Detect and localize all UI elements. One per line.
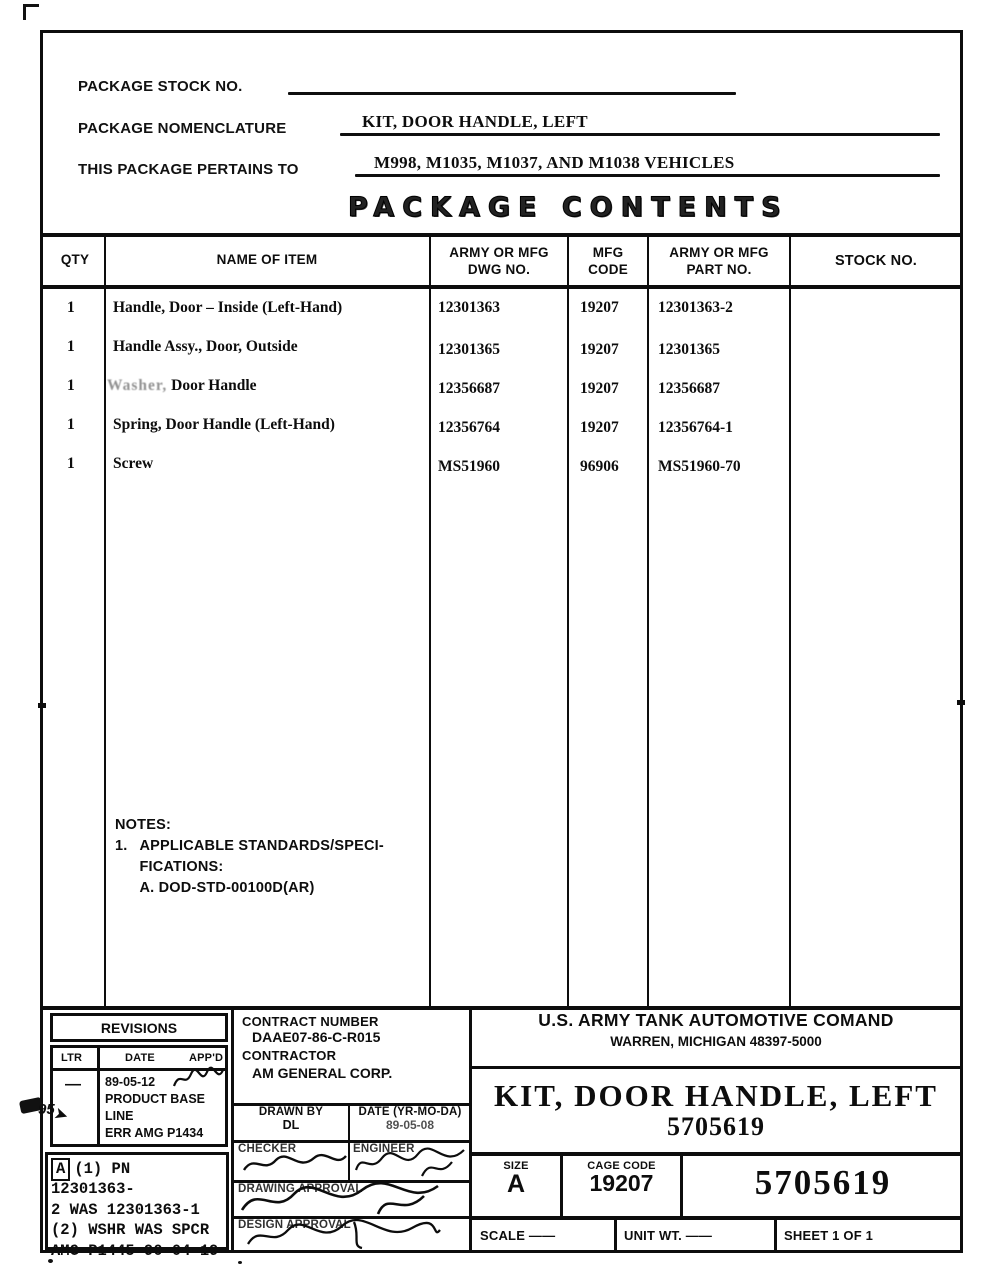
cell-part: 12356687 [658,380,720,397]
revisions-ltr-header: LTR [61,1052,83,1064]
cage-code-cell [563,1160,680,1195]
engineer-label: ENGINEER [353,1143,415,1155]
notes-block [115,815,415,899]
scan-speck [238,1261,242,1264]
cell-part: 12356764-1 [658,419,733,436]
table-top-rule [40,233,963,237]
col-line-part [789,237,791,1008]
drawing-title: KIT, DOOR HANDLE, LEFT [494,1078,938,1113]
date-cell [351,1106,469,1132]
cell-dwg: 12301363 [438,299,500,316]
revision-entry-date: 89-05-12 [105,1075,156,1089]
header-mfg-line2: CODE [588,261,628,277]
scale-divider [614,1216,617,1253]
cell-qty: 1 [67,338,75,355]
drawing-title-number: 5705619 [667,1112,765,1141]
revision-a-line3: (2) WSHR WAS SPCR [51,1221,210,1240]
cell-qty: 1 [67,416,75,433]
checker-label: CHECKER [238,1143,297,1155]
notes-item1-text [140,836,384,899]
header-name-of-item: NAME OF ITEM [216,252,318,267]
cell-name: Handle, Door – Inside (Left-Hand) [113,299,343,316]
cell-part: 12301365 [658,341,720,358]
package-nomenclature-line [340,133,940,136]
header-qty: QTY [60,252,90,267]
cell-name: Spring, Door Handle (Left-Hand) [113,416,335,433]
notes-item1-sub: A. DOD-STD-00100D(AR) [139,880,315,897]
revision-entry-line3: ERR AMG P1434 [105,1125,204,1140]
package-nomenclature-label: PACKAGE NOMENCLATURE [78,120,287,137]
corner-mark [23,4,26,20]
revisions-grid [50,1045,228,1147]
cell-part: MS51960-70 [658,458,741,475]
col-line-name [429,237,431,1008]
revision-a-line4: AMG P1445 90-04-19 [51,1241,219,1260]
cell-qty: 1 [67,299,75,316]
revisions-title: REVISIONS [100,1020,178,1036]
revision-a-text1: (1) PN 12301363- [51,1160,135,1199]
drawing-approval-label: DRAWING APPROVAL [238,1183,363,1195]
header-dwg-line1: ARMY OR MFG [449,245,549,260]
notes-item1 [115,836,415,899]
package-stock-no-blank [288,92,736,95]
checker-divider [348,1140,350,1180]
contract-number-label: CONTRACT NUMBER [242,1014,379,1029]
revisions-header-rule [53,1068,225,1071]
cell-name-faint-part: Washer, [107,377,168,394]
contractor-label: CONTRACTOR [242,1048,337,1063]
revision-entry-line1: PRODUCT BASE [105,1091,206,1106]
cell-mfg: 19207 [580,419,619,436]
col-line-dwg [567,237,569,1008]
drawn-by-label: DRAWN BY [258,1106,324,1118]
table-header-rule [40,285,963,289]
revision-a-line1 [51,1159,223,1200]
pertains-to-value: M998, M1035, M1037, AND M1038 VEHICLES [374,153,735,172]
package-contents-title: PACKAGE CONTENTS [348,192,789,223]
header-dwg-no [431,245,567,279]
unitwt-divider [774,1216,777,1253]
header-dwg-line2: DWG NO. [467,261,531,277]
cell-mfg: 19207 [580,299,619,316]
cell-mfg: 19207 [580,380,619,397]
drawn-by-value: DL [282,1118,300,1132]
drawing-number-cell: 5705619 [754,1163,892,1202]
cell-qty: 1 [67,455,75,472]
pertains-to-line [355,174,940,177]
header-mfg-line1: MFG [592,245,624,260]
cell-dwg: 12301365 [438,341,500,358]
col-line-mfg [647,237,649,1008]
drawn-by-cell [234,1106,348,1132]
header-mfg-code [569,245,647,279]
size-row-bottom-rule [472,1216,963,1220]
notes-item1-line2: FICATIONS: [139,859,224,876]
size-cell [472,1160,560,1197]
cell-name: Screw [113,455,154,472]
cell-dwg: 12356764 [438,419,500,436]
cage-code-value: 19207 [589,1170,654,1196]
scale-label: SCALE —— [480,1228,556,1243]
revision-a-ltr: A [51,1158,70,1181]
notes-item1-line1: APPLICABLE STANDARDS/SPECI- [139,838,384,855]
date-value: 89-05-08 [385,1118,435,1132]
cell-dwg: 12356687 [438,380,500,397]
cell-part: 12301363-2 [658,299,733,316]
agency-name: U.S. ARMY TANK AUTOMOTIVE COMAND [538,1010,894,1030]
revision-entry-line2: LINE [105,1108,134,1123]
cell-mfg: 96906 [580,458,619,475]
drawnby-divider [348,1103,350,1140]
cell-mfg: 19207 [580,341,619,358]
package-stock-no-label: PACKAGE STOCK NO. [78,78,243,95]
revisions-appd-header: APP'D [189,1052,224,1064]
cell-name-rest-part: Door Handle [171,377,257,394]
size-label: SIZE [503,1160,529,1172]
revision-a-note-box [45,1152,229,1260]
notes-title: NOTES: [115,817,171,833]
contract-number-value: DAAE07-86-C-R015 [252,1029,381,1045]
package-nomenclature-value: KIT, DOOR HANDLE, LEFT [362,112,588,131]
pertains-to-label: THIS PACKAGE PERTAINS TO [78,161,299,178]
agency-address: WARREN, MICHIGAN 48397-5000 [610,1034,822,1049]
revision-entry-text [105,1074,205,1142]
sheet-label: SHEET 1 OF 1 [784,1228,874,1243]
design-approval-label: DESIGN APPROVAL [238,1219,351,1231]
cage-code-label: CAGE CODE [587,1160,656,1172]
unit-wt-label: UNIT WT. —— [624,1228,713,1243]
size-value: A [506,1170,526,1198]
title-box-bottom-rule [472,1152,963,1156]
revision-entry-ltr: — [65,1076,81,1093]
drawing-title-box [472,1078,960,1142]
cell-qty: 1 [67,377,75,394]
agency-header-rule [472,1066,963,1069]
revisions-ltr-col-line [97,1048,100,1144]
right-border-tick [957,700,965,705]
header-part-line1: ARMY OR MFG [669,245,769,260]
header-part-line2: PART NO. [686,261,752,277]
revision-a-line2: 2 WAS 12301363-1 [51,1200,200,1219]
header-part-no [649,245,789,279]
agency-header-box [472,1010,960,1049]
revisions-date-header: DATE [125,1052,155,1064]
contractor-value: AM GENERAL CORP. [252,1065,393,1081]
revisions-title-box [50,1013,228,1042]
cell-dwg: MS51960 [438,458,500,475]
header-stock-no: STOCK NO. [834,253,918,269]
margin-arrow: ➤ [51,1103,71,1126]
contract-box [234,1009,469,1103]
left-border-tick [38,703,46,708]
margin-note-text: 95 [38,1101,55,1118]
date-label: DATE (YR-MO-DA) [358,1106,462,1118]
cell-name [107,377,257,395]
cell-name: Handle Assy., Door, Outside [113,338,298,355]
notes-item1-number: 1. [115,838,128,855]
